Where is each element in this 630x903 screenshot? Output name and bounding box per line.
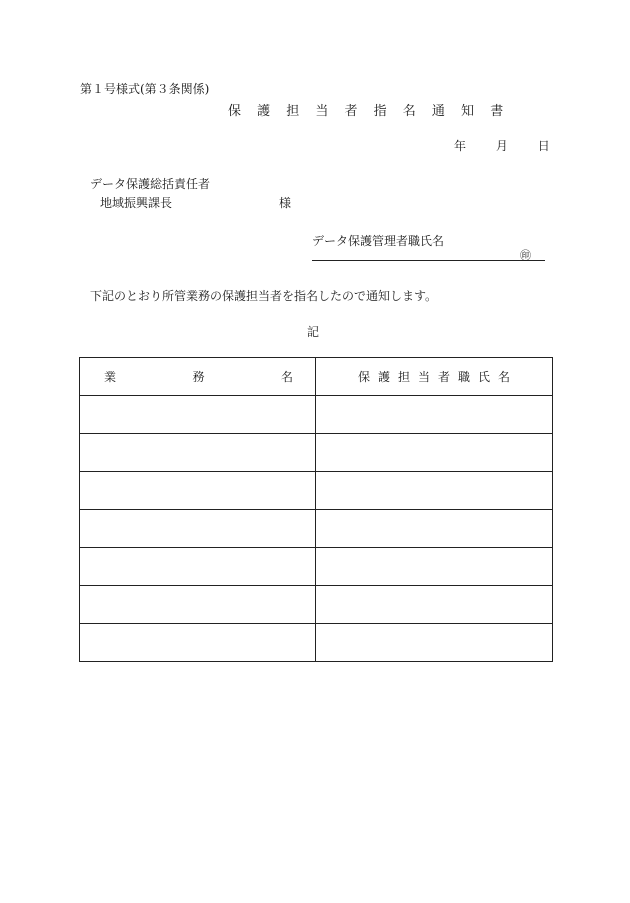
ki-label: 記: [307, 325, 320, 339]
officer-name-cell[interactable]: [316, 548, 553, 586]
date-month-label: 月: [495, 139, 508, 153]
table-row: [80, 586, 553, 624]
records-table: [79, 357, 553, 662]
date-row: [454, 137, 550, 154]
business-name-cell[interactable]: [80, 434, 316, 472]
date-day-label: 日: [537, 139, 550, 153]
business-name-cell[interactable]: [80, 510, 316, 548]
document-title: 保 護 担 当 者 指 名 通 知 書: [228, 104, 510, 119]
sender-signature-line[interactable]: [312, 260, 545, 261]
table-row: [80, 510, 553, 548]
business-name-cell[interactable]: [80, 548, 316, 586]
table-row: [80, 472, 553, 510]
table-row: [80, 396, 553, 434]
header-officer-label: 保護担当者職氏名: [357, 370, 518, 384]
header-business-char: 業: [104, 370, 117, 384]
seal-mark: ㊞: [520, 249, 531, 262]
officer-name-cell[interactable]: [316, 472, 553, 510]
header-business-name: [80, 358, 316, 396]
business-name-cell[interactable]: [80, 472, 316, 510]
form-number: 第１号様式(第３条関係): [80, 82, 210, 96]
officer-name-cell[interactable]: [316, 396, 553, 434]
table-row: [80, 434, 553, 472]
sender-label: データ保護管理者職氏名: [312, 234, 445, 248]
officer-name-cell[interactable]: [316, 510, 553, 548]
table-row: [80, 548, 553, 586]
addressee-name: 地域振興課長: [100, 196, 173, 210]
body-text: 下記のとおり所管業務の保護担当者を指名したので通知します。: [90, 289, 438, 303]
date-year-label: 年: [454, 139, 467, 153]
officer-name-cell[interactable]: [316, 624, 553, 662]
header-business-char: 務: [192, 370, 205, 384]
business-name-cell[interactable]: [80, 586, 316, 624]
addressee-honorific: 様: [279, 196, 292, 210]
table-row: [80, 624, 553, 662]
officer-name-cell[interactable]: [316, 586, 553, 624]
officer-name-cell[interactable]: [316, 434, 553, 472]
business-name-cell[interactable]: [80, 396, 316, 434]
addressee-title: データ保護総括責任者: [90, 177, 211, 191]
business-name-cell[interactable]: [80, 624, 316, 662]
header-business-char: 名: [280, 370, 293, 384]
header-officer-name: [316, 358, 553, 396]
table-header-row: [80, 358, 553, 396]
